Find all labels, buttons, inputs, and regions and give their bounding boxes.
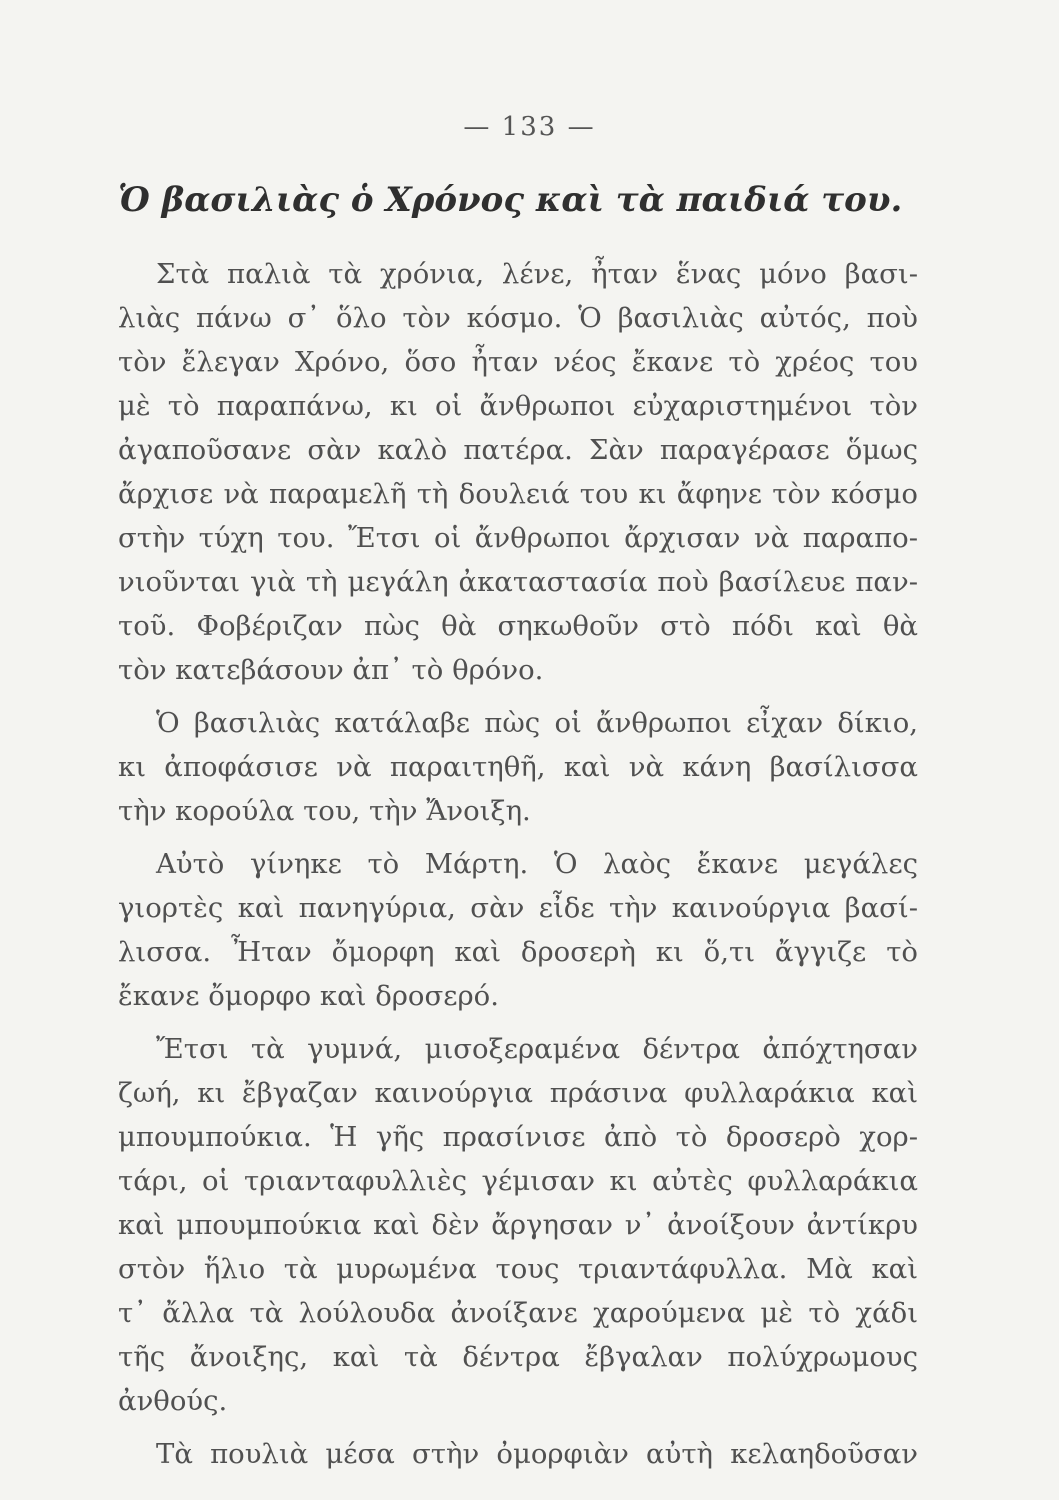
text-line: τῆς ἄνοιξης, καὶ τὰ δέντρα ἔβγαλαν πολύχρωμους: [118, 1341, 918, 1373]
text-line: Ἔτσι τὰ γυμνά, μισοξεραμένα δέντρα ἀπόχτησαν: [156, 1033, 918, 1065]
text-line: γιορτὲς καὶ πανηγύρια, σὰν εἶδε τὴν καινούργια βασί-: [118, 892, 918, 924]
paragraph-3: [118, 842, 918, 1018]
text-line: τὸν κατεβάσουν ἀπ᾽ τὸ θρόνο.: [118, 654, 544, 686]
text-line: λισσα. Ἦταν ὄμορφη καὶ δροσερὴ κι ὅ,τι ἄγγιζε τὸ: [118, 936, 918, 968]
text-line: τάρι, οἱ τριανταφυλλιὲς γέμισαν κι αὐτὲς φυλλαράκια: [118, 1165, 918, 1197]
text-line: τὸν ἔλεγαν Χρόνο, ὅσο ἦταν νέος ἔκανε τὸ χρέος του: [118, 346, 918, 378]
text-line: Αὐτὸ γίνηκε τὸ Μάρτη. Ὁ λαὸς ἔκανε μεγάλες: [156, 848, 918, 880]
text-line: τὴν κορούλα του, τὴν Ἄνοιξη.: [118, 795, 531, 827]
chapter-title: Ὁ βασιλιὰς ὁ Χρόνος καὶ τὰ παιδιά του.: [118, 180, 903, 220]
text-line: κι ἀποφάσισε νὰ παραιτηθῆ, καὶ νὰ κάνη βασίλισσα: [118, 751, 918, 783]
text-line: τ᾽ ἄλλα τὰ λούλουδα ἀνοίξανε χαρούμενα μὲ τὸ χάδι: [118, 1297, 918, 1329]
body-text: [118, 252, 918, 1476]
text-line: ζωή, κι ἔβγαζαν καινούργια πράσινα φυλλαράκια καὶ: [118, 1077, 918, 1109]
text-line: ἀνθούς.: [118, 1385, 228, 1417]
text-line: λιὰς πάνω σ᾽ ὅλο τὸν κόσμο. Ὁ βασιλιὰς αὐτός, ποὺ: [118, 302, 918, 334]
paragraph-5: [118, 1432, 918, 1476]
text-line: νιοῦνται γιὰ τὴ μεγάλη ἀκαταστασία ποὺ βασίλευε παν-: [118, 566, 918, 598]
text-line: ἔκανε ὄμορφο καὶ δροσερό.: [118, 980, 499, 1012]
paragraph-4: [118, 1027, 918, 1423]
paragraph-2: [118, 701, 918, 833]
text-line: στὸν ἥλιο τὰ μυρωμένα τους τριαντάφυλλα. Μὰ καὶ: [118, 1253, 918, 1285]
text-line: Τὰ πουλιὰ μέσα στὴν ὀμορφιὰν αὐτὴ κελαηδοῦσαν: [156, 1438, 918, 1470]
text-line: ἄρχισε νὰ παραμελῆ τὴ δουλειά του κι ἄφηνε τὸν κόσμο: [118, 478, 918, 510]
text-line: τοῦ. Φοβέριζαν πὼς θὰ σηκωθοῦν στὸ πόδι καὶ θὰ: [118, 610, 918, 642]
page-number: — 133 —: [463, 112, 596, 142]
text-line: μὲ τὸ παραπάνω, κι οἱ ἄνθρωποι εὐχαριστημένοι τὸν: [118, 390, 918, 422]
text-line: ἀγαποῦσανε σὰν καλὸ πατέρα. Σὰν παραγέρασε ὅμως: [118, 434, 918, 466]
paragraph-1: [118, 252, 918, 692]
text-line: μπουμπούκια. Ἡ γῆς πρασίνισε ἀπὸ τὸ δροσερὸ χορ-: [118, 1121, 918, 1153]
text-line: καὶ μπουμπούκια καὶ δὲν ἄργησαν ν᾽ ἀνοίξουν ἀντίκρυ: [118, 1209, 918, 1241]
text-line: στὴν τύχη του. Ἔτσι οἱ ἄνθρωποι ἄρχισαν νὰ παραπο-: [118, 522, 918, 554]
text-line: Ὁ βασιλιὰς κατάλαβε πὼς οἱ ἄνθρωποι εἶχαν δίκιο,: [156, 707, 918, 739]
text-line: Στὰ παλιὰ τὰ χρόνια, λένε, ἦταν ἕνας μόνο βασι-: [156, 258, 918, 290]
